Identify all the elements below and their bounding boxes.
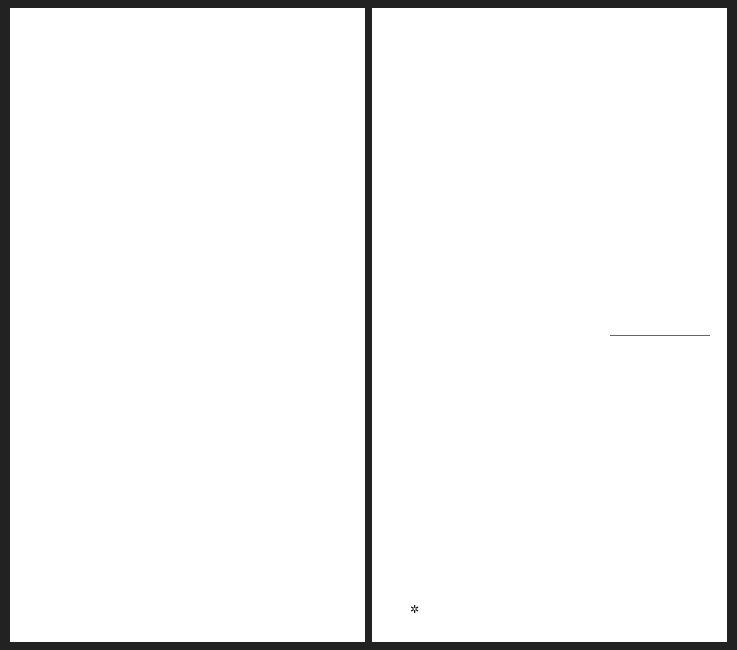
brand-logo — [410, 603, 420, 616]
sunday-block — [610, 285, 710, 336]
logo-icon: ✲ — [410, 604, 420, 616]
left-page — [10, 8, 365, 642]
